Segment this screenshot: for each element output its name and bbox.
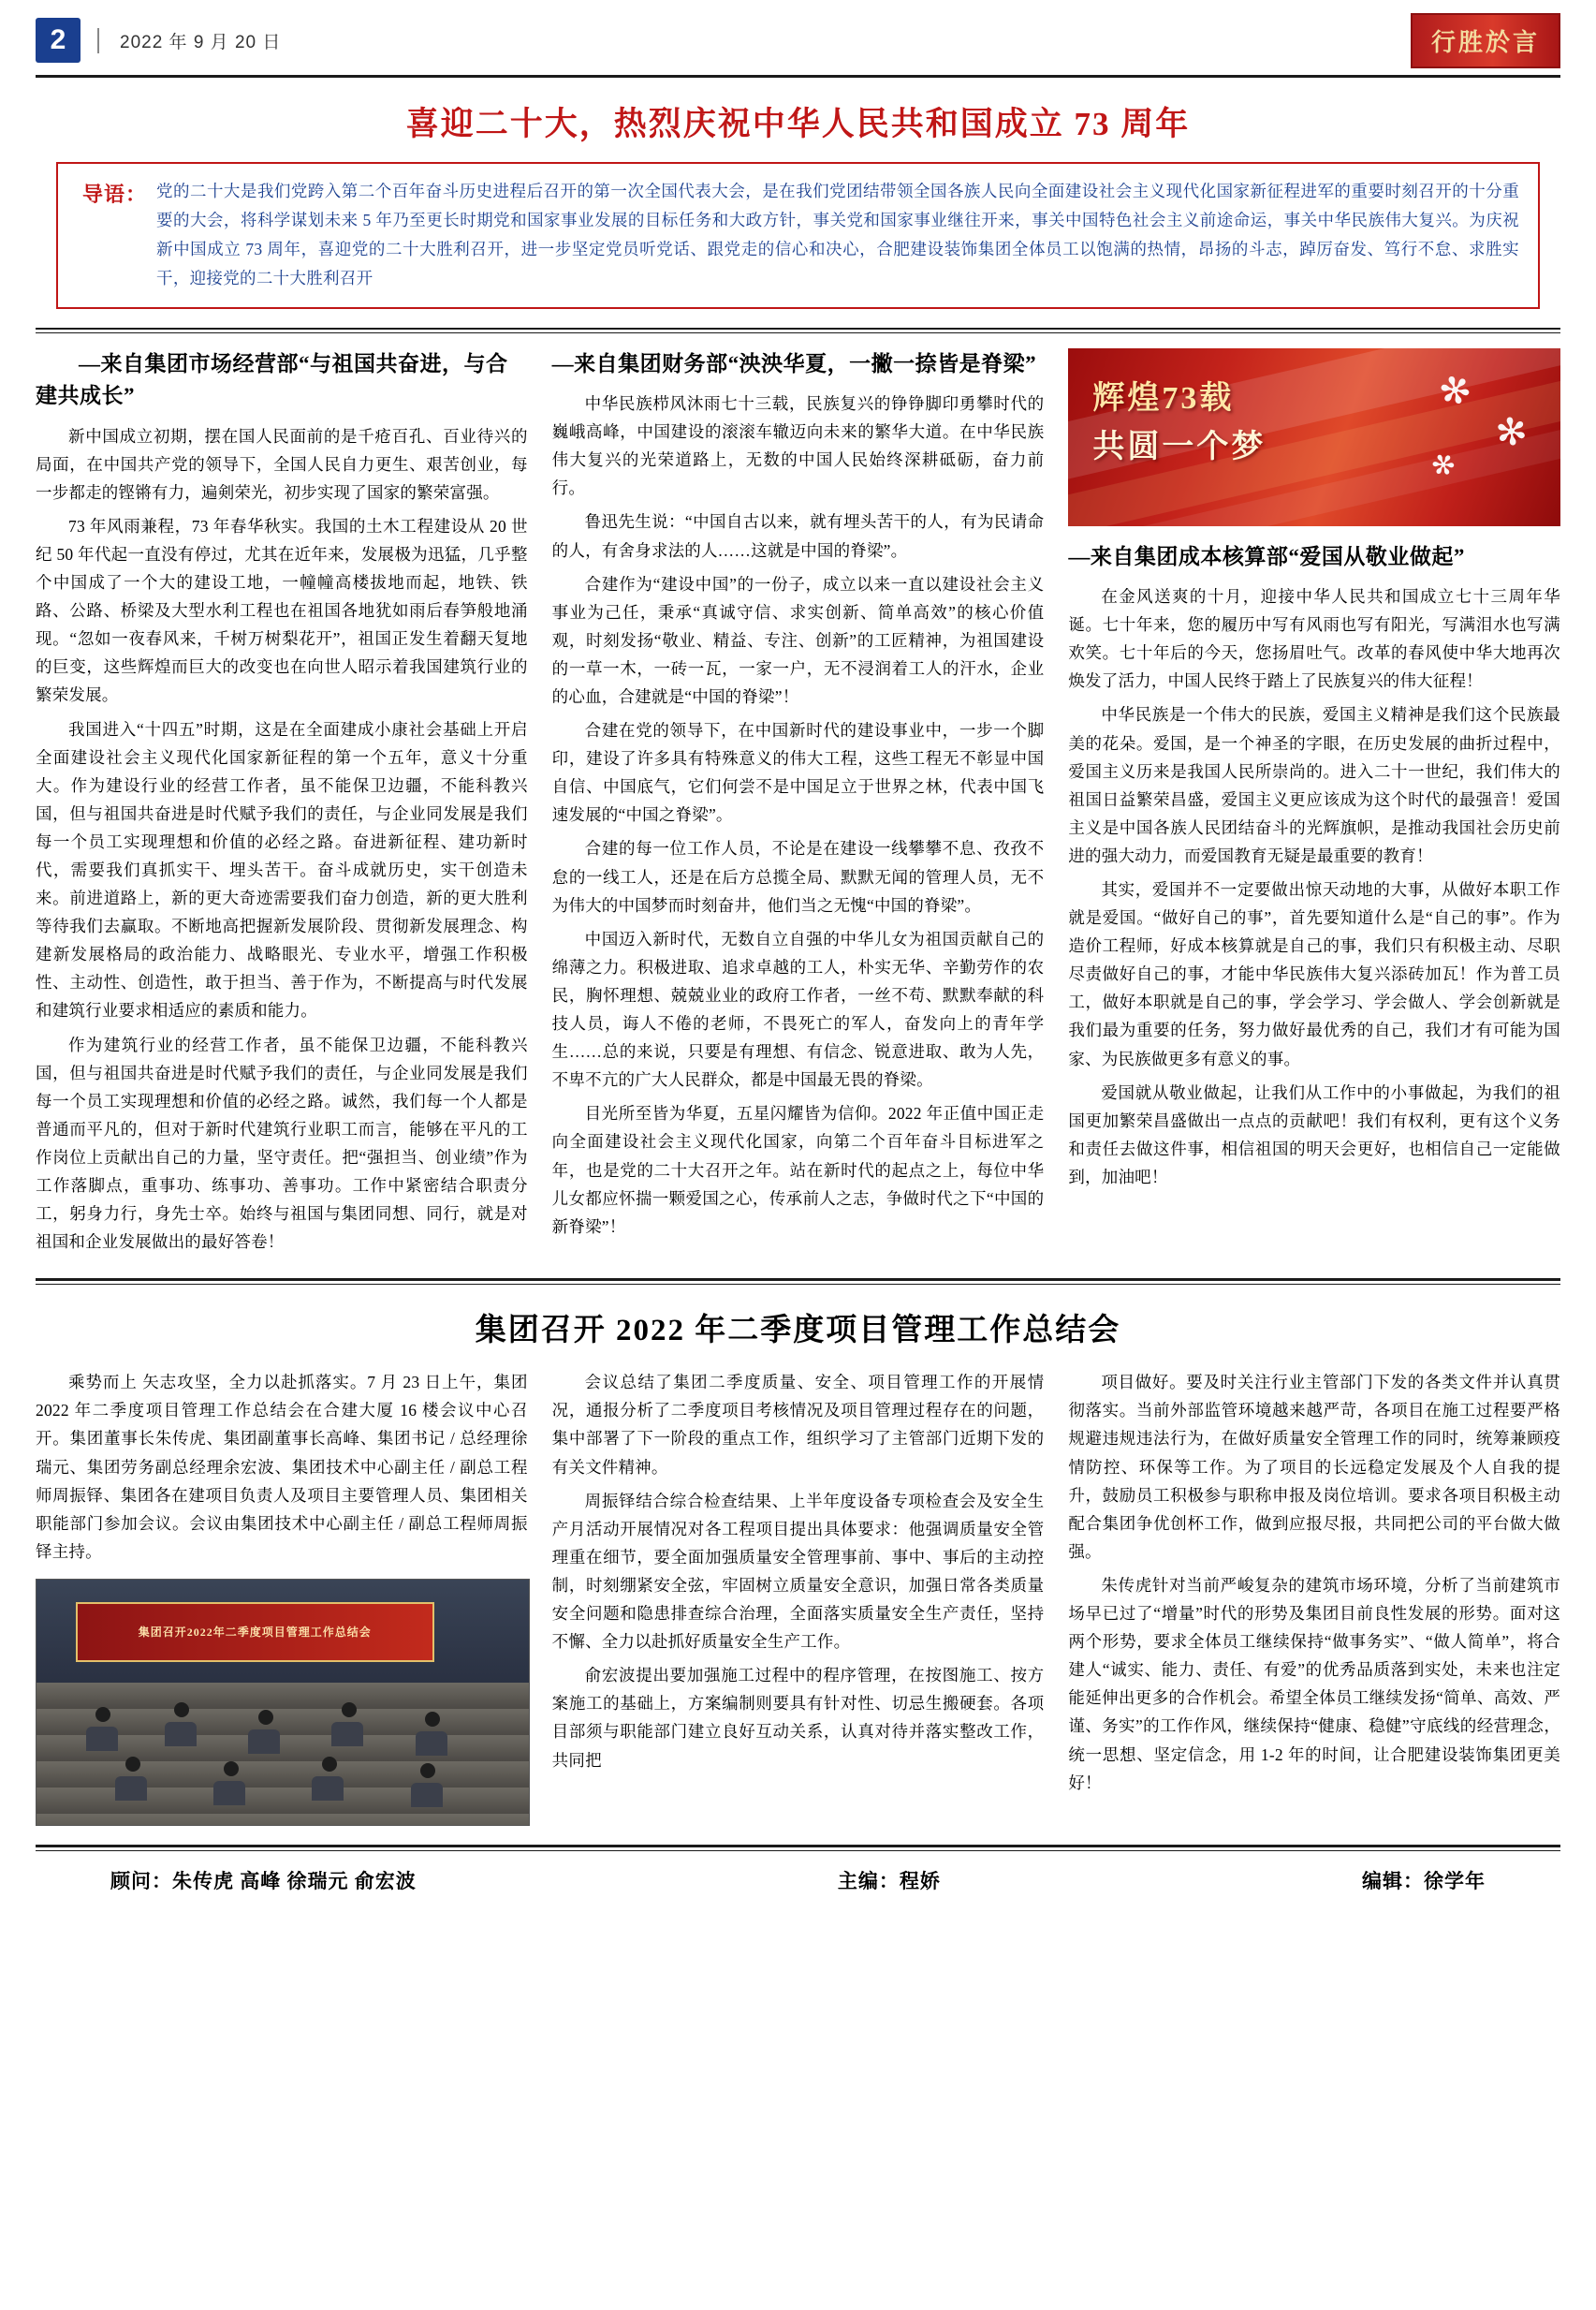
banner-text: [1092, 375, 1266, 473]
section2-paragraph: 项目做好。要及时关注行业主管部门下发的各类文件并认真贯彻落实。当前外部监管环境越来越严苛，各项目在施工过程要严格规避违规违法行为，在做好质量安全管理工作的同时，统筹兼顾疫情防控、环保等工作。为了项目的长远稳定发展及个人自我的提升，鼓励员工积极参与职称申报及岗位培训。要求各项目积极主动配合集团争优创杯工作，做到应报尽报，共同把公司的平台做大做强。: [1068, 1373, 1561, 1561]
anniversary-banner-image: [1068, 348, 1560, 526]
article-2-paragraph: 目光所至皆为华夏，五星闪耀皆为信仰。2022 年正值中国正走向全面建设社会主义现代化国家，向第二个百年奋斗目标进军之年，也是党的二十大召开之年。站在新时代的起点之上，每位中华儿女都应怀揣一颗爱国之心，传承前人之志，争做时代之下“中国的新脊梁”！: [551, 1104, 1045, 1236]
section2-row: [36, 1368, 1560, 1826]
section-divider-top-thin: [36, 332, 1560, 333]
article-1-paragraph: 新中国成立初期，摆在国人民面前的是千疮百孔、百业待兴的局面，在中国共产党的领导下，全国人民自力更生、艰苦创业，每一步都走的铿锵有力，遍剣荣光，初步实现了国家的繁荣富强。: [36, 426, 528, 502]
article-3-title: —来自集团成本核算部“爱国从敬业做起”: [1068, 544, 1465, 568]
photo-banner-screen: 集团召开2022年二季度项目管理工作总结会: [76, 1602, 433, 1662]
footer-advisors: 顾问：朱传虎 高峰 徐瑞元 俞宏波: [110, 1869, 417, 1892]
footer-editor: 编辑：徐学年: [1362, 1869, 1486, 1892]
article-3-paragraph: 其实，爱国并不一定要做出惊天动地的大事，从做好本职工作就是爱国。“做好自己的事”，首先要知道什么是“自己的事”。作为造价工程师，好成本核算就是自己的事，我们只有积极主动、尽职尽责做好自己的事，才能中华民族伟大复兴添砖加瓦！作为普工员工，做好本职就是自己的事，学会学习、学会做人、学会创新就是我们最为重要的任务，努力做好最优秀的自己，我们才有可能为国家、为民族做更多有意义的事。: [1068, 880, 1561, 1068]
footer-chief-editor: 主编：程娇: [837, 1869, 941, 1892]
lead-label: 导语：: [82, 183, 148, 206]
article-2-paragraph: 鲁迅先生说：“中国自古以来，就有埋头苦干的人，有为民请命的人，有舍身求法的人……这就是中国的脊梁”。: [551, 512, 1045, 560]
lead-box: [56, 162, 1540, 309]
section2-paragraph: 会议总结了集团二季度质量、安全、项目管理工作的开展情况，通报分析了二季度项目考核情况及项目管理过程存在的问题，集中部署了下一阶段的重点工作，组织学习了主管部门近期下发的有关文件精神。: [551, 1373, 1045, 1477]
section2-column-2: [552, 1368, 1045, 1826]
photo-seating: [37, 1683, 529, 1825]
lead-text: 党的二十大是我们党跨入第二个百年奋斗历史进程后召开的第一次全国代表大会，是在我们党团结带领全国各族人民向全面建设社会主义现代化国家新征程进军的重要时刻召开的十分重要的大会，将科学谋划未来 5 年乃至更长时期党和国家事业发展的目标任务和大政方针，事关党和国家事业继往开来，事关中国特色社会主义前途命运，事关中华民族伟大复兴。为庆祝新中国成立 73 周年，喜迎党的二十大胜利召开，进一步坚定党员听党话、跟党走的信心和决心，合肥建设装饰集团全体员工以饱满的热情，昂扬的斗志，踔厉奋发、笃行不怠、求胜实干，迎接党的二十大胜利召开: [156, 182, 1519, 288]
photo-person: [258, 1710, 273, 1725]
photo-person: [213, 1781, 245, 1805]
article-column-2: [552, 348, 1045, 1262]
dove-icon: ✻: [1433, 365, 1477, 416]
photo-person: [248, 1729, 280, 1754]
photo-person: [331, 1722, 363, 1746]
photo-person: [125, 1757, 140, 1772]
masthead: [36, 11, 1560, 69]
section2-divider: [36, 1278, 1560, 1281]
section2-paragraph: 周振铎结合综合检查结果、上半年度设备专项检查会及安全生产月活动开展情况对各工程项目提出具体要求：他强调质量安全管理重在细节，要全面加强质量安全管理事前、事中、事后的主动控制，时刻绷紧安全弦，牢固树立质量安全意识，加强日常各类质量安全问题和隐患排查综合治理，全面落实质量安全生产责任，坚持不懈、全力以赴抓好质量安全生产工作。: [551, 1491, 1045, 1652]
section2-title: 集团召开 2022 年二季度项目管理工作总结会: [475, 1314, 1121, 1348]
article-1-title: —来自集团市场经营部“与祖国共奋进，与合建共成长”: [36, 351, 508, 408]
photo-person: [165, 1722, 197, 1746]
article-1-paragraph: 作为建筑行业的经营工作者，虽不能保卫边疆，不能科教兴国，但与祖国共奋进是时代赋予我们的责任，与企业同发展是我们每一个员工实现理想和价值的必经之路。诚然，我们每一个人都是普通而平凡的，但对于新时代建筑行业职工而言，能够在平凡的工作岗位上贡献出自己的力量，坚守责任。把“强担当、创业绩”作为工作落脚点，重事功、练事功、善事功。工作中紧密结合职责分工，躬身力行，身先士卒。始终与祖国与集团同想、同行，就是对祖国和企业发展做出的最好答卷！: [36, 1035, 528, 1252]
section2-paragraph: 俞宏波提出要加强施工过程中的程序管理，在按图施工、按方案施工的基础上，方案编制则要具有针对性、切忌生搬硬套。各项目部须与职能部门建立良好互动关系，认真对待并落实整改工作，共同把: [551, 1666, 1045, 1770]
brand-logo: 行胜於言: [1411, 13, 1560, 68]
photo-person: [416, 1731, 447, 1756]
article-2-paragraph: 中华民族栉风沐雨七十三载，民族复兴的铮铮脚印勇攀时代的巍峨高峰，中国建设的滚滚车辙迈向未来的繁华大道。在中华民族伟大复兴的光荣道路上，无数的中国人民始终深耕砥砺，奋力前行。: [551, 394, 1045, 498]
article-3-paragraph: 中华民族是一个伟大的民族，爱国主义精神是我们这个民族最美的花朵。爱国，是一个神圣的字眼，在历史发展的曲折过程中，爱国主义历来是我国人民所崇尚的。进入二十一世纪，我们伟大的祖国日益繁荣昌盛，爱国主义更应该成为这个时代的最强音！爱国主义是中国各族人民团结奋斗的光辉旗帜，是推动我国社会历史前进的强大动力，而爱国教育无疑是最重要的教育！: [1068, 705, 1561, 865]
section2-paragraph: 乘势而上 矢志攻坚，全力以赴抓落实。7 月 23 日上午，集团 2022 年二季度项目管理工作总结会在合建大厦 16 楼会议中心召开。集团董事长朱传虎、集团副董事长高峰、集团书记 / 总经理徐瑞元、集团劳务副总经理余宏波、集团技术中心副主任 / 副总工程师周振铎、集团各在建项目负责人及项目主要管理人员、集团相关职能部门参加会议。会议由集团技术中心副主任 / 副总工程师周振铎主持。: [36, 1373, 528, 1561]
article-3-paragraph: 爱国就从敬业做起，让我们从工作中的小事做起，为我们的祖国更加繁荣昌盛做出一点点的贡献吧！我们有权利，更有这个义务和责任去做这件事，相信祖国的明天会更好，也相信自己一定能做到，加油吧！: [1068, 1082, 1561, 1186]
page-title: 喜迎二十大，热烈庆祝中华人民共和国成立 73 周年: [405, 106, 1191, 142]
section2-column-3: [1068, 1368, 1560, 1826]
article-1-paragraph: 我国进入“十四五”时期，这是在全面建成小康社会基础上开启全面建设社会主义现代化国家新征程的第一个五年，意义十分重大。作为建设行业的经营工作者，虽不能保卫边疆，不能科教兴国，但与祖国共奋进是时代赋予我们的责任，与企业同发展是我们每一个员工实现理想和价值的必经之路。奋进新征程、建功新时代，需要我们真抓实干、埋头苦干。奋斗成就历史，实干创造未来。前进道路上，新的更大奇迹需要我们奋力创造，新的更大胜利等待我们去赢取。不断地高把握新发展阶段、贯彻新发展理念、构建新发展格局的政治能力、战略眼光、专业水平，增强工作积极性、主动性、创造性，敢于担当、善于作为，不断提高与时代发展和建筑行业要求相适应的素质和能力。: [36, 719, 528, 1021]
article-2-paragraph: 合建的每一位工作人员，不论是在建设一线攀攀不息、孜孜不怠的一线工人，还是在后方总揽全局、默默无闻的管理人员，无不为伟大的中国梦而时刻奋井，他们当之无愧“中国的脊梁”。: [551, 839, 1045, 915]
meeting-photo: [36, 1579, 530, 1826]
article-2-title: —来自集团财务部“泱泱华夏，一撇一捺皆是脊梁”: [551, 351, 1037, 375]
article-3-paragraph: 在金风送爽的十月，迎接中华人民共和国成立七十三周年华诞。七十年来，您的履历中写有风雨也写有阳光，写满泪水也写满欢笑。七十年后的今天，您扬眉吐气。改革的春风使中华大地再次焕发了活力，中国人民终于踏上了民族复兴的伟大征程！: [1068, 587, 1561, 691]
article-2-paragraph: 合建作为“建设中国”的一份子，成立以来一直以建设社会主义事业为己任，秉承“真诚守信、求实创新、简单高效”的核心价值观，时刻发扬“敬业、精益、专注、创新”的工匠精神，为祖国建设的一草一木，一砖一瓦，一家一户，无不浸润着工人的汗水，企业的心血，合建就是“中国的脊梁”！: [551, 574, 1045, 706]
article-column-1: [36, 348, 528, 1262]
footer-divider: [36, 1845, 1560, 1847]
page-number: 2: [36, 18, 81, 63]
publication-date: 2022 年 9 月 20 日: [97, 28, 281, 53]
section2-column-1: [36, 1368, 528, 1826]
articles-row: [36, 348, 1560, 1262]
masthead-divider: [36, 75, 1560, 78]
photo-person: [224, 1761, 239, 1776]
article-2-paragraph: 合建在党的领导下，在中国新时代的建设事业中，一步一个脚印，建设了许多具有特殊意义的伟大工程，这些工程无不彰显中国自信、中国底气，它们何尝不是中国足立于世界之林，代表中国飞速发展的“中国之脊梁”。: [551, 721, 1045, 825]
dove-icon: ✻: [1426, 446, 1461, 485]
article-1-paragraph: 73 年风雨兼程，73 年春华秋实。我国的土木工程建设从 20 世纪 50 年代起一直没有停过，尤其在近年来，发展极为迅猛，几乎整个中国成了一个大的建设工地，一幢幢高楼拔地而起，地铁、铁路、公路、桥梁及大型水利工程也在祖国各地犹如雨后春笋般地涌现。“忽如一夜春风来，千树万树梨花开”，祖国正发生着翻天复地的巨变，这些辉煌而巨大的改变也在向世人昭示着我国建筑行业的繁荣发展。: [36, 516, 528, 705]
section-divider-top: [36, 328, 1560, 330]
dove-icon: ✻: [1492, 408, 1530, 455]
photo-person: [312, 1776, 344, 1801]
article-column-3: [1068, 348, 1560, 1262]
photo-person: [115, 1776, 147, 1801]
section2-paragraph: 朱传虎针对当前严峻复杂的建筑市场环境，分析了当前建筑市场早已过了“增量”时代的形势及集团目前良性发展的形势。面对这两个形势，要求全体员工继续保持“做事务实”、“做人简单”，将合建人“诚实、能力、责任、有爱”的优秀品质落到实处，未来也注定能延伸出更多的合作机会。希望全体员工继续发扬“简单、高效、严谨、务实”的工作作风，继续保持“健康、稳健”守底线的经营理念，统一思想、坚定信念，用 1-2 年的时间，让合肥建设装饰集团更美好！: [1068, 1575, 1561, 1792]
photo-person: [86, 1727, 118, 1751]
newspaper-page: [0, 11, 1596, 2310]
article-2-paragraph: 中国迈入新时代，无数自立自强的中华儿女为祖国贡献自己的绵薄之力。积极进取、追求卓越的工人，朴实无华、辛勤劳作的农民，胸怀理想、兢兢业业的政府工作者，一丝不苟、默默奉献的科技人员，诲人不倦的老师，不畏死亡的军人，奋发向上的青年学生……总的来说，只要是有理想、有信念、锐意进取、敢为人先，不卑不亢的广大人民群众，都是中国最无畏的脊梁。: [551, 929, 1045, 1090]
banner-line-2: 共圆一个梦: [1092, 430, 1267, 465]
photo-person: [342, 1702, 357, 1717]
section2-divider-thin: [36, 1284, 1560, 1285]
photo-person: [322, 1757, 337, 1772]
footer: [36, 1851, 1560, 1894]
photo-person: [411, 1783, 443, 1807]
banner-line-1: 辉煌73载: [1092, 380, 1235, 416]
